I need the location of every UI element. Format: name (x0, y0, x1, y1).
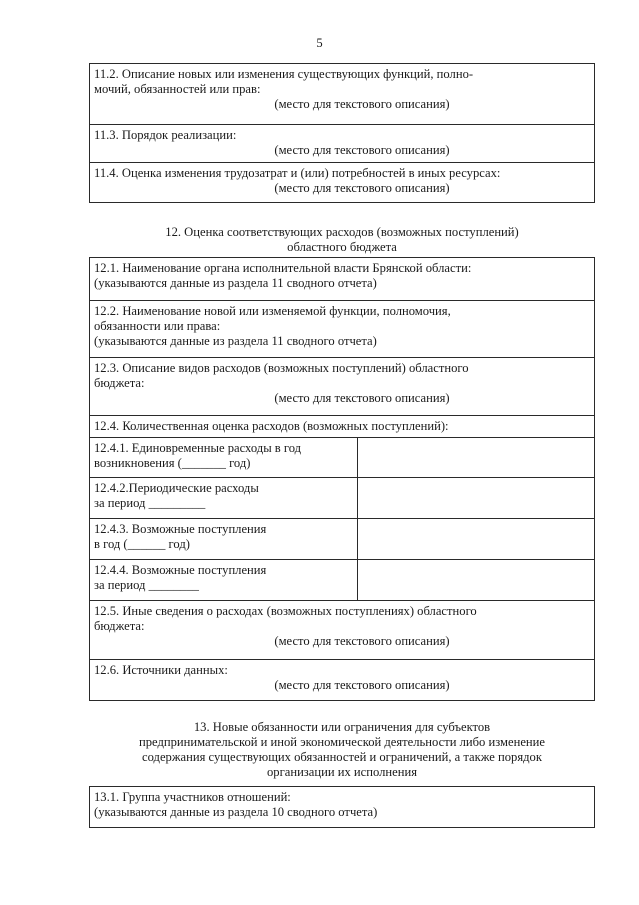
section-13-heading-line-2: предпринимательской и иной экономической деятельности либо изменение (139, 735, 545, 749)
section-13-heading-line-3: содержания существующих обязанностей и ограничений, а также порядок (142, 750, 542, 764)
row-12-4-1-value-cell (358, 438, 594, 477)
row-12-5 (90, 600, 594, 659)
page-number: 5 (316, 36, 323, 50)
row-11-4-line-1: 11.4. Оценка изменения трудозатрат и (или) потребностей в иных ресурсах: (94, 166, 501, 180)
row-12-4-1 (90, 437, 594, 477)
row-12-1-line-1: 12.1. Наименование органа исполнительной власти Брянской области: (94, 261, 472, 275)
row-12-4-2-line-2: за период _________ (94, 496, 206, 510)
row-11-4 (90, 162, 594, 202)
row-11-3-line-1: 11.3. Порядок реализации: (94, 128, 237, 142)
section-12-heading (89, 225, 595, 255)
row-12-2 (90, 300, 594, 357)
row-12-4-2-line-1: 12.4.2.Периодические расходы (94, 481, 259, 495)
section-12-table (89, 257, 595, 701)
section-13-table (89, 786, 595, 828)
row-12-6-placeholder: (место для текстового описания) (274, 678, 450, 692)
row-12-3 (90, 357, 594, 415)
row-12-4-1-line-2: возникновения (_______ год) (94, 456, 251, 470)
row-12-4-1-line-1: 12.4.1. Единовременные расходы в год (94, 441, 302, 455)
row-12-4-4 (90, 559, 594, 600)
row-11-3 (90, 124, 594, 162)
row-12-4-4-line-2: за период ________ (94, 578, 199, 592)
row-12-5-placeholder: (место для текстового описания) (274, 634, 450, 648)
row-12-2-line-2: обязанности или права: (94, 319, 221, 333)
section-13-heading (89, 720, 595, 780)
row-12-5-line-1: 12.5. Иные сведения о расходах (возможных поступлениях) областного (94, 604, 477, 618)
row-11-3-placeholder: (место для текстового описания) (274, 143, 450, 157)
row-12-4-3-line-2: в год (______ год) (94, 537, 190, 551)
row-12-4-3-line-1: 12.4.3. Возможные поступления (94, 522, 267, 536)
row-11-4-placeholder: (место для текстового описания) (274, 181, 450, 195)
row-12-4-4-line-1: 12.4.4. Возможные поступления (94, 563, 267, 577)
row-12-3-line-1: 12.3. Описание видов расходов (возможных поступлений) областного (94, 361, 469, 375)
section-11-table (89, 63, 595, 203)
row-11-2-line-1: 11.2. Описание новых или изменения существующих функций, полно- (94, 67, 474, 81)
row-12-4-4-label (90, 560, 358, 600)
row-12-4 (90, 415, 594, 437)
row-12-4-2-label (90, 478, 358, 518)
row-13-1-line-2: (указываются данные из раздела 10 сводного отчета) (94, 805, 378, 819)
row-12-4-3 (90, 518, 594, 559)
row-12-2-line-3: (указываются данные из раздела 11 сводного отчета) (94, 334, 377, 348)
row-12-1-line-2: (указываются данные из раздела 11 сводного отчета) (94, 276, 377, 290)
row-11-2 (90, 64, 594, 124)
row-12-3-placeholder: (место для текстового описания) (274, 391, 450, 405)
row-12-1 (90, 258, 594, 300)
row-12-6 (90, 659, 594, 700)
row-13-1-line-1: 13.1. Группа участников отношений: (94, 790, 291, 804)
row-12-4-3-label (90, 519, 358, 559)
section-13-heading-line-1: 13. Новые обязанности или ограничения для субъектов (193, 720, 491, 734)
row-12-4-2 (90, 477, 594, 518)
row-12-6-line-1: 12.6. Источники данных: (94, 663, 228, 677)
row-13-1 (90, 787, 594, 827)
row-12-2-line-1: 12.2. Наименование новой или изменяемой функции, полномочия, (94, 304, 451, 318)
row-12-5-line-2: бюджета: (94, 619, 145, 633)
row-11-2-placeholder: (место для текстового описания) (274, 97, 450, 111)
row-12-4-4-value-cell (358, 560, 594, 600)
section-12-heading-line-2: областного бюджета (287, 240, 397, 254)
row-12-4-2-value-cell (358, 478, 594, 518)
row-12-4-line-1: 12.4. Количественная оценка расходов (возможных поступлений): (94, 419, 449, 433)
row-12-3-line-2: бюджета: (94, 376, 145, 390)
row-12-4-3-value-cell (358, 519, 594, 559)
row-12-4-1-label (90, 438, 358, 477)
row-11-2-line-2: мочий, обязанностей или прав: (94, 82, 261, 96)
section-13-heading-line-4: организации их исполнения (266, 765, 418, 779)
section-12-heading-line-1: 12. Оценка соответствующих расходов (возможных поступлений) (165, 225, 519, 239)
